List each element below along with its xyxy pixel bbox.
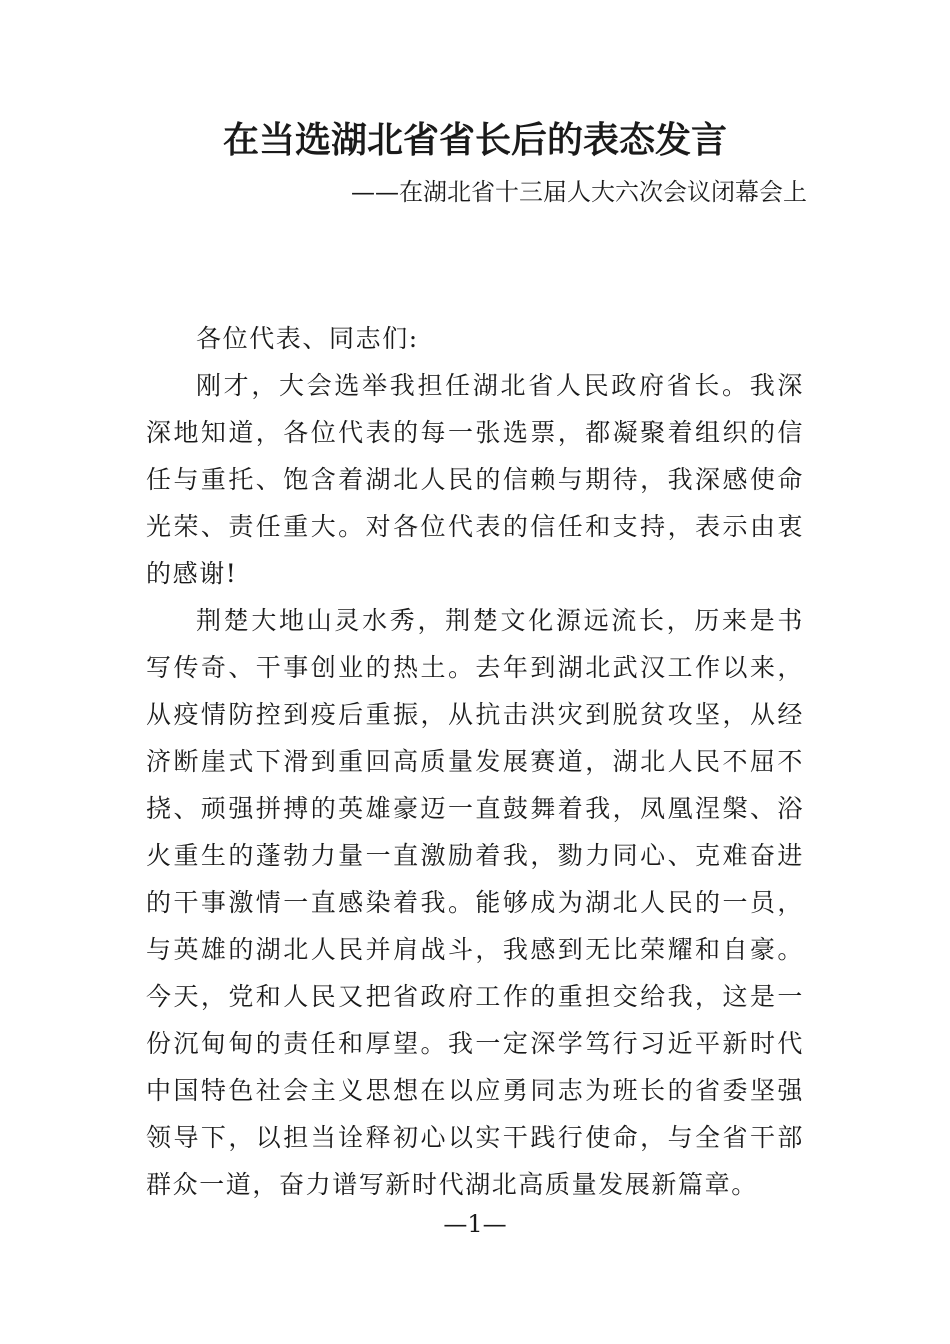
page-number: —1— (443, 1210, 507, 1238)
document-subtitle: ——在湖北省十三届人大六次会议闭幕会上 (351, 178, 807, 206)
greeting: 各位代表、同志们: (196, 324, 419, 353)
document-title: 在当选湖北省省长后的表态发言 (222, 119, 727, 161)
paragraph-1: 刚才，大会选举我担任湖北省人民政府省长。我深深地知道，各位代表的每一张选票，都凝聚着组织的信任与重托、饱含着湖北人民的信赖与期待，我深感使命光荣、责任重大。对各位代表的信任和支持，表示由衷的感谢! (146, 371, 804, 588)
paragraph-2: 荆楚大地山灵水秀，荆楚文化源远流长，历来是书写传奇、干事创业的热土。去年到湖北武汉工作以来，从疫情防控到疫后重振，从抗击洪灾到脱贫攻坚，从经济断崖式下滑到重回高质量发展赛道，湖北人民不屈不挠、顽强拼搏的英雄豪迈一直鼓舞着我，凤凰涅槃、浴火重生的蓬勃力量一直激励着我，勠力同心、克难奋进的干事激情一直感染着我。能够成为湖北人民的一员，与英雄的湖北人民并肩战斗，我感到无比荣耀和自豪。今天，党和人民又把省政府工作的重担交给我，这是一份沉甸甸的责任和厚望。我一定深学笃行习近平新时代中国特色社会主义思想在以应勇同志为班长的省委坚强领导下，以担当诠释初心以实干践行使命，与全省干部群众一道，奋力谱写新时代湖北高质量发展新篇章。 (146, 606, 804, 1199)
document-body (146, 315, 804, 1208)
